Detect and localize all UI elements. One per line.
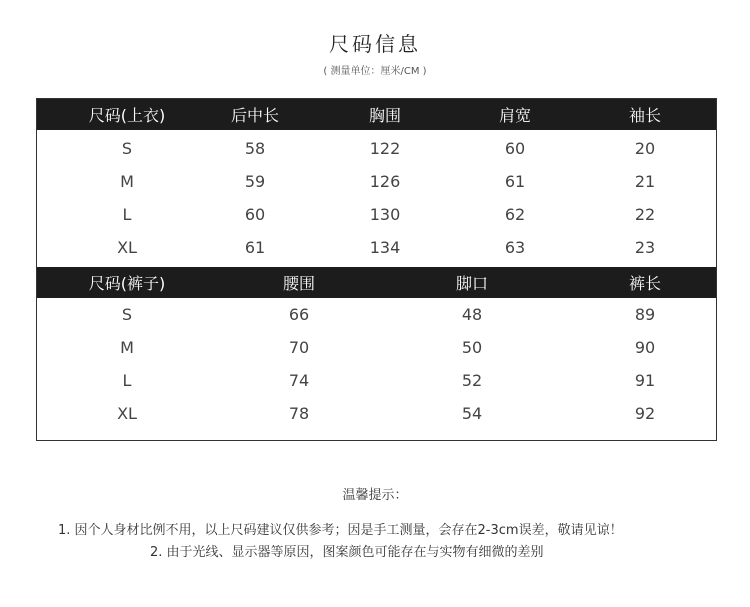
pants-table-header — [37, 267, 716, 298]
table-cell: 91 — [634, 371, 656, 390]
table-cell: 63 — [504, 238, 526, 257]
note-line-2: 2. 由于光线、显示器等原因，图案颜色可能存在与实物有细微的差别 — [150, 545, 544, 560]
note-line-1: 1. 因个人身材比例不用，以上尺码建议仅供参考；因是手工测量，会存在2-3cm误差，敬请见谅！ — [58, 523, 623, 538]
table-cell: 23 — [634, 238, 656, 257]
table-cell: L — [122, 371, 132, 390]
table-cell: 126 — [369, 172, 401, 191]
table-cell: 60 — [244, 205, 266, 224]
table-cell: S — [121, 305, 133, 324]
table-row — [37, 331, 716, 364]
table-cell: 62 — [504, 205, 526, 224]
table-cell: 70 — [288, 338, 310, 357]
table-cell: 22 — [634, 205, 656, 224]
header-cell: 腰围 — [282, 274, 315, 293]
table-row — [37, 132, 716, 165]
table-cell: 92 — [634, 404, 656, 423]
table-cell: L — [122, 205, 132, 224]
top-table-header — [37, 99, 716, 130]
unit-subtitle: ( 测量单位：厘米/CM ) — [323, 66, 427, 77]
header-cell: 尺码(上衣) — [88, 106, 166, 125]
table-cell: 54 — [461, 404, 483, 423]
header-cell: 肩宽 — [498, 106, 531, 125]
table-cell: S — [121, 139, 133, 158]
table-row — [37, 397, 716, 430]
header-cell: 后中长 — [230, 106, 279, 125]
table-cell: 90 — [634, 338, 656, 357]
table-row — [37, 198, 716, 231]
table-cell: 61 — [244, 238, 266, 257]
size-chart-table — [36, 98, 717, 441]
table-cell: 50 — [461, 338, 483, 357]
table-cell: XL — [117, 238, 137, 257]
table-cell: 130 — [369, 205, 401, 224]
header-cell: 脚口 — [455, 274, 488, 293]
table-cell: 60 — [504, 139, 526, 158]
table-cell: M — [120, 338, 134, 357]
table-row — [37, 231, 716, 264]
header-cell: 胸围 — [368, 106, 401, 125]
notes-title: 温馨提示： — [342, 488, 408, 503]
table-row — [37, 165, 716, 198]
table-cell: 134 — [369, 238, 401, 257]
table-cell: 59 — [244, 172, 266, 191]
page-title: 尺码信息 — [329, 32, 421, 56]
table-cell: 61 — [504, 172, 526, 191]
table-cell: 122 — [369, 139, 401, 158]
table-cell: 78 — [288, 404, 310, 423]
table-cell: 48 — [461, 305, 483, 324]
table-cell: 21 — [634, 172, 656, 191]
table-cell: 20 — [634, 139, 656, 158]
table-cell: 89 — [634, 305, 656, 324]
header-cell: 裤长 — [628, 274, 661, 293]
table-cell: 58 — [244, 139, 266, 158]
table-row — [37, 364, 716, 397]
table-cell: 66 — [288, 305, 310, 324]
table-cell: M — [120, 172, 134, 191]
table-row — [37, 298, 716, 331]
table-cell: XL — [117, 404, 137, 423]
table-cell: 74 — [288, 371, 310, 390]
header-cell: 尺码(裤子) — [88, 274, 166, 293]
header-cell: 袖长 — [628, 106, 661, 125]
table-cell: 52 — [461, 371, 483, 390]
